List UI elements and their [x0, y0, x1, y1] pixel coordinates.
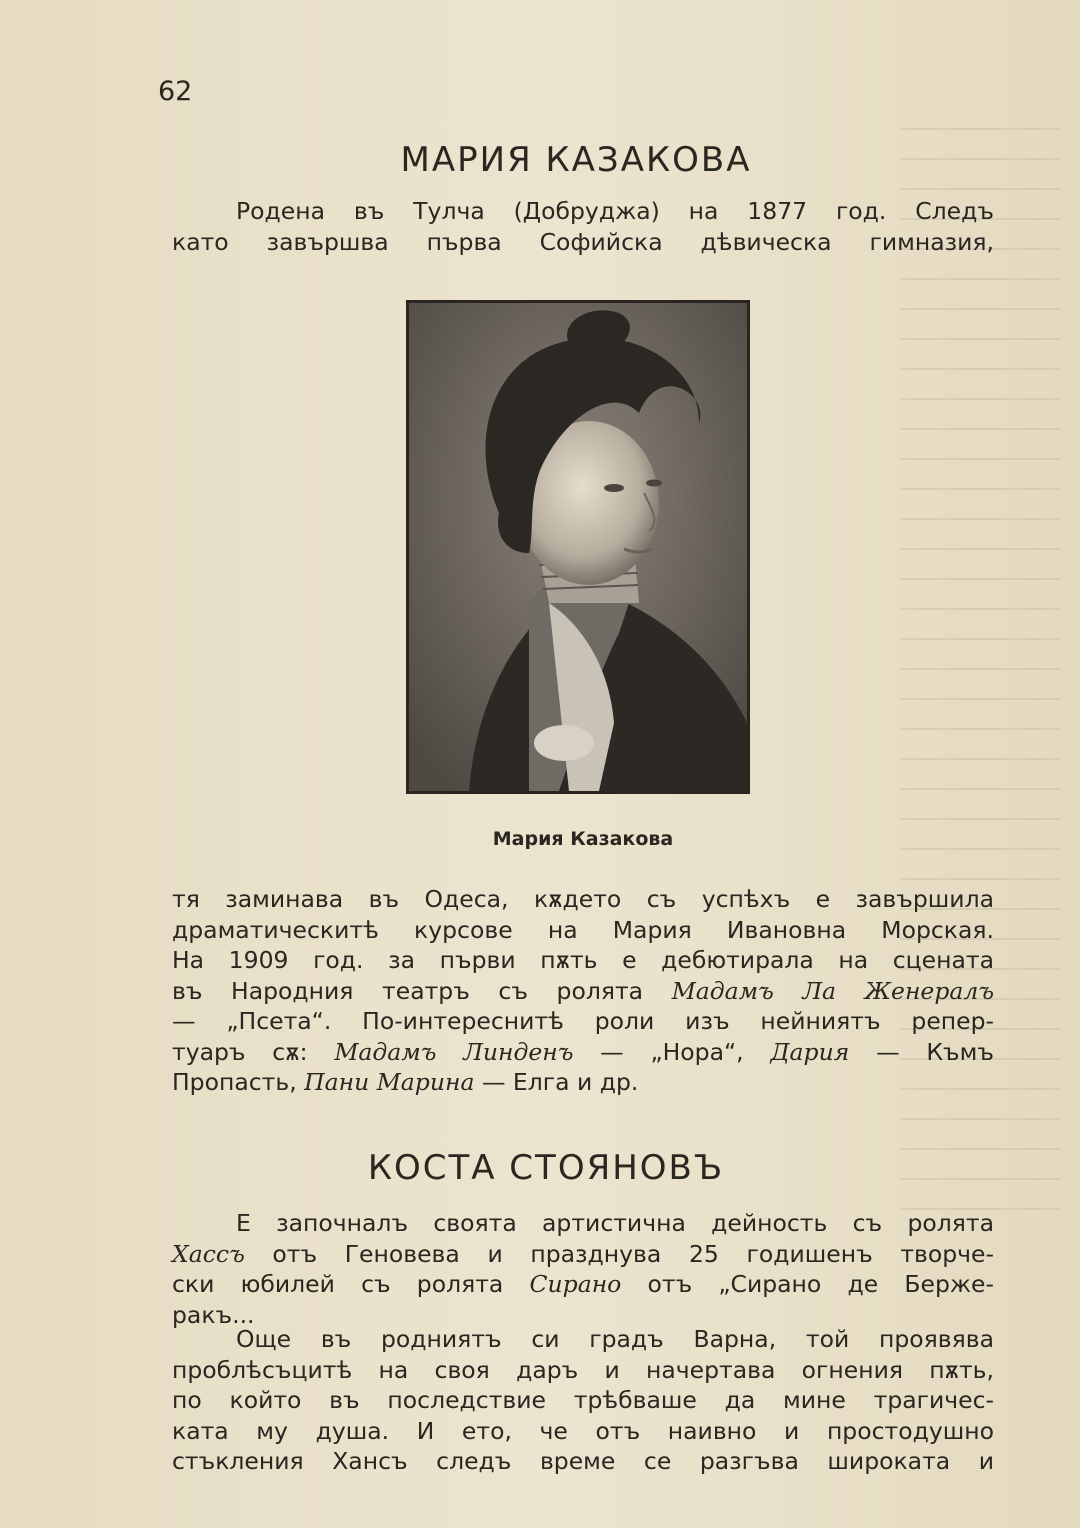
text-line [172, 915, 994, 946]
photo-caption: Мария Казакова [492, 828, 674, 850]
italic-role-name: Дария [770, 1037, 850, 1066]
biography-paragraph-kazakova [172, 884, 994, 1098]
text-segment: драматическитѣ курсове на Мария Ивановна Морская. [172, 915, 994, 944]
portrait-photo [406, 300, 750, 794]
text-line: Още въ родниятъ си градъ Варна, той проявява [236, 1325, 994, 1353]
text-segment: ски юбилей съ ролята [172, 1270, 530, 1298]
text-line: по който въ последствие трѣбваше да мине трагичес- [172, 1386, 994, 1414]
text-segment: отъ „Сирано де Берже- [621, 1270, 994, 1298]
text-line [172, 884, 994, 915]
text-segment: — Елга и др. [474, 1068, 639, 1096]
italic-role-name: Сирано [529, 1270, 622, 1298]
text-line [172, 1037, 994, 1068]
text-segment: отъ Геновева и празднува 25 годишенъ творче- [244, 1239, 994, 1268]
text-line: стъкления Хансъ следъ време се разгъва широката и [172, 1447, 994, 1475]
biography-paragraph-stoyanov-1 [172, 1208, 994, 1330]
text-line: проблѣсъцитѣ на своя даръ и начертава огнения пѫть, [172, 1355, 994, 1384]
page-number: 62 [158, 76, 193, 107]
text-line [172, 1006, 994, 1037]
text-segment: Пропасть, [172, 1068, 305, 1096]
text-segment: — Къмъ [849, 1037, 994, 1066]
text-line [172, 945, 994, 976]
text-segment: — „Нора“, [573, 1037, 771, 1066]
text-line [172, 1208, 994, 1239]
text-line: Родена въ Тулча (Добруджа) на 1877 год. Следъ [236, 197, 994, 225]
portrait-image [409, 303, 747, 791]
italic-role-name: Пани Марина [304, 1068, 475, 1096]
text-segment: тя заминава въ Одеса, кѫдето съ успѣхъ е завършила [172, 885, 994, 913]
text-line [172, 1269, 994, 1300]
text-segment: — „Псета“. По-интереснитѣ роли изъ нейниятъ репер- [172, 1007, 994, 1035]
italic-role-name: Мадамъ Линденъ [334, 1037, 574, 1066]
biography-paragraph-stoyanov-2 [172, 1324, 994, 1477]
text-segment: туаръ сѫ: [172, 1037, 335, 1066]
text-line [172, 1067, 994, 1098]
text-line: ката му душа. И ето, че отъ наивно и простодушно [172, 1416, 994, 1445]
section-title-kazakova: МАРИЯ КАЗАКОВА [400, 140, 752, 180]
text-segment: ракъ... [172, 1300, 255, 1329]
text-segment: На 1909 год. за първи пѫть е дебютирала на сцената [172, 946, 994, 974]
text-line [172, 976, 994, 1007]
text-line [172, 1239, 994, 1270]
text-segment: Е започналъ своята артистична дейность съ ролята [236, 1209, 994, 1237]
italic-role-name: Мадамъ Ла Женералъ [671, 976, 995, 1005]
text-line: като завършва първа Софийска дѣвическа гимназия, [172, 227, 994, 256]
section-title-stoyanov: КОСТА СТОЯНОВЪ [367, 1148, 725, 1188]
intro-paragraph [172, 196, 994, 257]
text-segment: въ Народния театръ съ ролята [172, 976, 672, 1005]
italic-role-name: Хассъ [172, 1239, 245, 1268]
